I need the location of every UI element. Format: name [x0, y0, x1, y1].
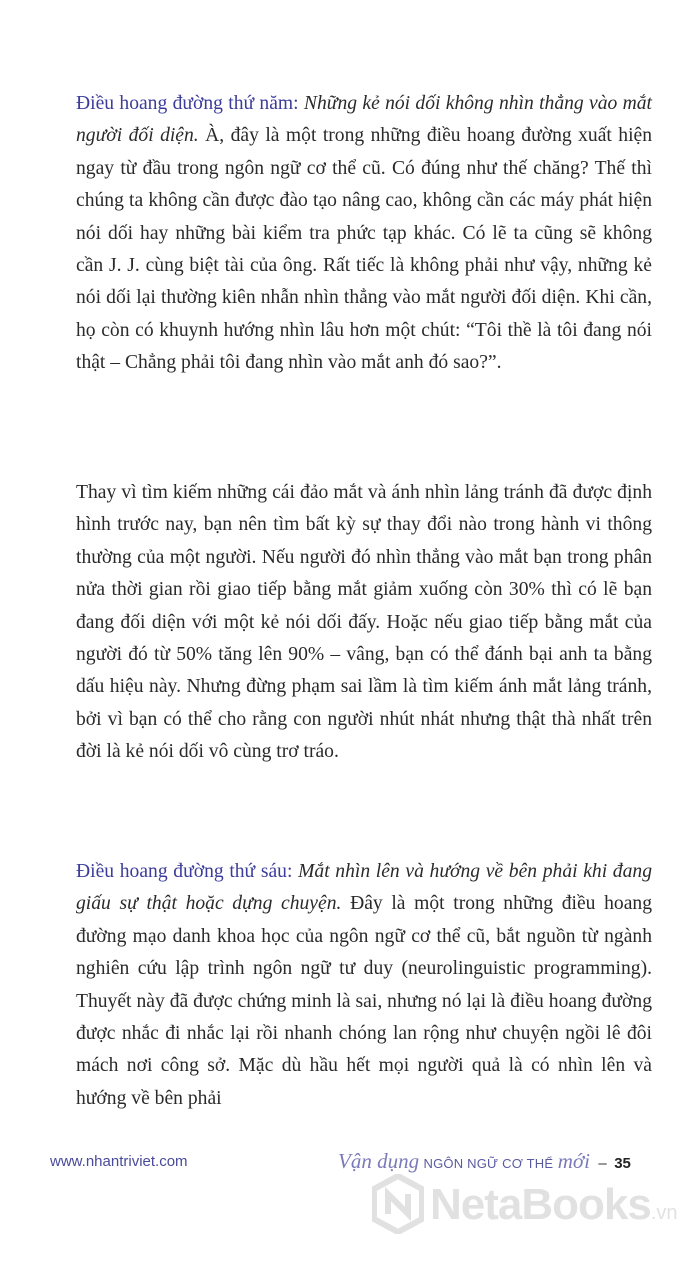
watermark-brand: NetaBooks: [430, 1180, 651, 1229]
myth-heading: Điều hoang đường thứ sáu:: [76, 861, 293, 882]
footer-running-title: [338, 1149, 631, 1174]
footer-dash: –: [598, 1155, 607, 1172]
myth-heading: Điều hoang đường thứ năm:: [76, 93, 299, 114]
netabooks-logo-icon: [372, 1174, 424, 1234]
paragraph-body: Đây là một trong những điều hoang đường mạo danh khoa học của ngôn ngữ cơ thể cũ, bắt nguồn từ ngành nghiên cứu lập trình ngôn ngữ tư duy (neurolinguistic programming). Thuyết này đã được chứng minh là sai, nhưng nó lại là điều hoang đường được nhắc đi nhắc lại rồi nhanh chóng lan rộng như chuyện ngồi lê đôi mách nơi công sở. Mặc dù hầu hết mọi người quả là có nhìn lên và hướng về bên phải: [76, 893, 652, 1109]
watermark-text: [430, 1180, 678, 1230]
paragraph-myth-six: [76, 856, 652, 1115]
paragraph-body: À, đây là một trong những điều hoang đường xuất hiện ngay từ đầu trong ngôn ngữ cơ thể cũ. Có đúng như thế chăng? Thế thì chúng ta không cần được đào tạo nâng cao, không cần các máy phát hiện nói dối hay những bài kiểm tra phức tạp khác. Có lẽ ta cũng sẽ không cần J. J. cùng biệt tài của ông. Rất tiếc là không phải như vậy, những kẻ nói dối lại thường kiên nhẫn nhìn thẳng vào mắt người đối diện. Khi cần, họ còn có khuynh hướng nhìn lâu hơn một chút: “Tôi thề là tôi đang nói thật – Chẳng phải tôi đang nhìn vào mắt anh đó sao?”.: [76, 125, 653, 374]
running-title-script: Vận dụng: [338, 1149, 420, 1173]
running-title-script-end: mới: [557, 1149, 590, 1173]
watermark-suffix: .vn: [650, 1202, 678, 1224]
paragraph-body: Thay vì tìm kiếm những cái đảo mắt và ánh nhìn lảng tránh đã được định hình trước nay, bạn nên tìm bất kỳ sự thay đổi nào trong hành vi thông thường của một người. Nếu người đó nhìn thẳng vào mắt bạn trong phân nửa thời gian rồi giao tiếp bằng mắt giảm xuống còn 30% thì có lẽ bạn đang đối diện với một kẻ nói dối đấy. Hoặc nếu giao tiếp bằng mắt của người đó từ 50% tăng lên 90% – vâng, bạn có thể đánh bại anh ta bằng dấu hiệu này. Nhưng đừng phạm sai lầm là tìm kiếm ánh mắt lảng tránh, bởi vì bạn có thể cho rằng con người nhút nhát nhưng thật thà nhất trên đời là kẻ nói dối vô cùng trơ tráo.: [76, 482, 652, 763]
myth-statement: Mắt nhìn lên và hướng về bên phải khi đang giấu sự thật hoặc dựng chuyện.: [76, 861, 652, 915]
paragraph-eye-contact: [76, 477, 652, 769]
paragraph-myth-five: [76, 88, 652, 380]
page-number: 35: [614, 1155, 631, 1172]
netabooks-watermark: [372, 1172, 692, 1242]
footer-website: www.nhantriviet.com: [50, 1153, 188, 1170]
running-title-caps: NGÔN NGỮ CƠ THỂ: [423, 1156, 554, 1171]
myth-statement: Những kẻ nói dối không nhìn thẳng vào mắt người đối diện.: [76, 93, 652, 147]
